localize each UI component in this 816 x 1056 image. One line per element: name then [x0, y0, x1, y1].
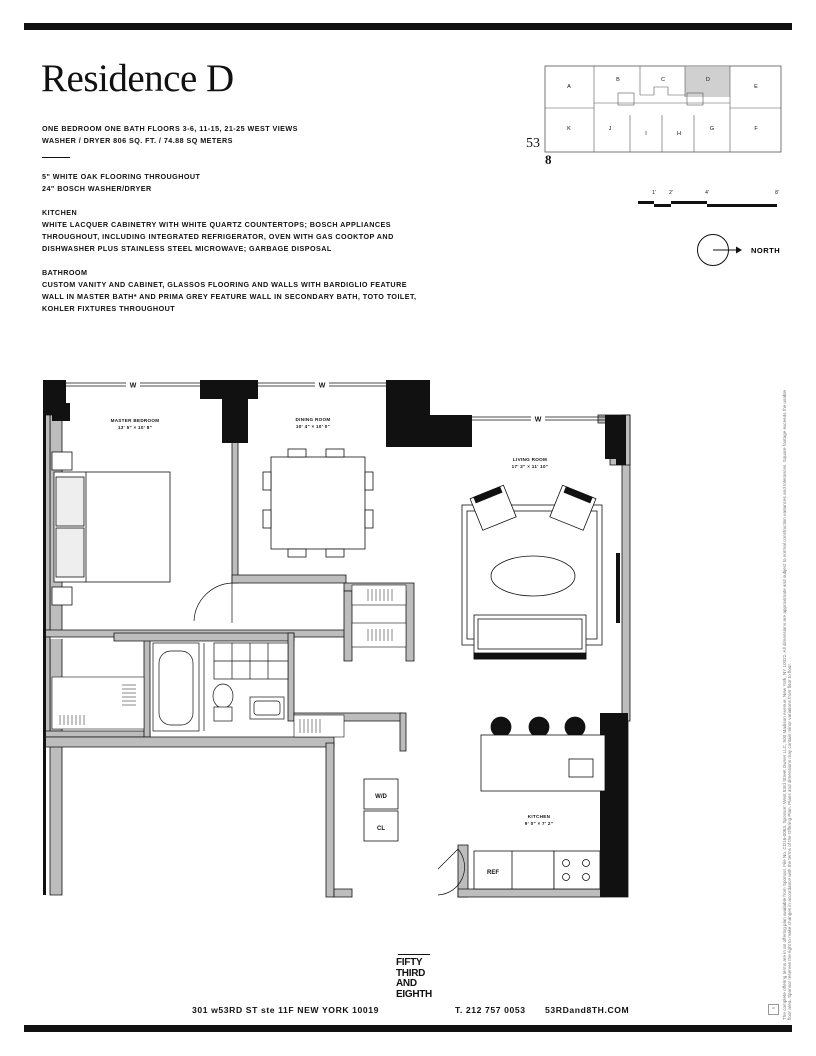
floor-top-number: 53 — [526, 136, 540, 151]
keyplan-label: E — [754, 84, 758, 90]
north-arrow — [696, 233, 786, 269]
keyplan-label: I — [645, 131, 647, 137]
living-room-dimensions: 17' 2" × 11' 10" — [511, 464, 549, 469]
dining-table — [263, 449, 373, 557]
brand-line: FIFTY — [396, 957, 423, 968]
keyplan-label: K — [567, 126, 571, 132]
washer-dryer-label: W/D — [375, 794, 387, 800]
bathroom-line-3: KOHLER FIXTURES THROUGHOUT — [42, 304, 176, 313]
bathroom-line-2: WALL IN MASTER BATH* AND PRIMA GREY FEATURE WALL IN SECONDARY BATH, TOTO TOILET, — [42, 292, 417, 301]
bathroom — [153, 643, 288, 731]
scale-tick: 4' — [705, 190, 709, 196]
window-label: W — [129, 382, 137, 390]
keyplan-label: C — [661, 77, 665, 83]
footer-address: 301 w53RD ST ste 11F NEW YORK 10019 — [192, 1005, 380, 1015]
keyplan-label: J — [608, 126, 612, 132]
spec-washer: 24" BOSCH WASHER/DRYER — [42, 184, 152, 193]
bottom-rule — [24, 1025, 792, 1032]
floor-plan — [38, 375, 638, 905]
scale-tick: 2' — [669, 190, 673, 196]
kitchen-line-3: DISHWASHER PLUS STAINLESS STEEL MICROWAVE; GARBAGE DISPOSAL — [42, 244, 332, 253]
key-plan — [544, 65, 784, 155]
keyplan-label: H — [677, 131, 681, 137]
brand-logo — [396, 958, 432, 1000]
living-room-label: LIVING ROOM — [512, 457, 548, 462]
keyplan-label: B — [616, 77, 620, 83]
legal-disclaimer-text: The complete offering terms are in an offering plan available from Sponsor. File No. CD16-0063. Sponsor: West 53rd Street Owner LLC, 500 Madison Avenue, New York, NY 10022. All dimensions are approximate and subject to normal construction variances and tolerances. Square footage exceeds the usable floor area. Sponsor reserves the right to make changes in accordance with the terms of the Offering Plan. Plans and dimensions may contain minor variations from floor to floor. — [782, 389, 793, 1020]
closet-label: CL — [377, 826, 385, 832]
legal-disclaimer — [780, 380, 793, 1020]
keyplan-label: D — [706, 77, 710, 83]
window-label: W — [534, 416, 542, 424]
floor-bottom-number: 8 — [545, 152, 552, 167]
kitchen-label: KITCHEN — [527, 814, 551, 819]
dining-room-dimensions: 10' 4" × 10' 0" — [295, 424, 331, 429]
master-bedroom-dimensions: 13' 5" × 10' 8" — [117, 425, 153, 430]
master-bedroom-label: MASTER BEDROOM — [110, 418, 160, 423]
spec-line-2: WASHER / DRYER 806 SQ. FT. / 74.88 SQ METERS — [42, 136, 233, 145]
bathroom-line-1: CUSTOM VANITY AND CABINET, GLASSOS FLOORING AND WALLS WITH BARDIGLIO FEATURE — [42, 280, 407, 289]
bed — [52, 452, 170, 605]
bathroom-heading: BATHROOM — [42, 268, 88, 277]
spec-flooring: 5" WHITE OAK FLOORING THROUGHOUT — [42, 172, 201, 181]
kitchen-line-1: WHITE LACQUER CABINETRY WITH WHITE QUARTZ COUNTERTOPS; BOSCH APPLIANCES — [42, 220, 391, 229]
equal-housing-icon: = — [768, 1004, 779, 1015]
keyplan-label: A — [567, 84, 571, 90]
kitchen-heading: KITCHEN — [42, 208, 78, 217]
keyplan-label: G — [709, 126, 715, 132]
scale-tick: 1' — [652, 190, 656, 196]
spec-divider — [42, 157, 70, 158]
brand-line: THIRD — [396, 967, 426, 979]
scale-tick: 8' — [775, 190, 779, 196]
window-label: W — [318, 382, 326, 390]
dining-room-label: DINING ROOM — [295, 417, 331, 422]
brand-line: AND — [396, 978, 417, 989]
keyplan-label: F — [754, 126, 758, 132]
footer-website[interactable]: 53RDand8TH.COM — [545, 1005, 630, 1015]
brand-rule — [398, 954, 430, 955]
spec-line-1: ONE BEDROOM ONE BATH FLOORS 3-6, 11-15, 21-25 WEST VIEWS — [42, 124, 298, 133]
residence-title: Residence D — [41, 57, 234, 100]
north-label: NORTH — [751, 246, 781, 255]
top-rule — [24, 23, 792, 30]
living-room-furniture — [462, 485, 602, 659]
brand-line: EIGHTH — [396, 988, 432, 1000]
refrigerator-label: REF — [487, 870, 499, 876]
kitchen-dimensions: 9' 0" × 7' 2" — [524, 821, 554, 826]
scale-bar — [636, 188, 784, 210]
kitchen-line-2: THROUGHOUT, INCLUDING INTEGRATED REFRIGERATOR, OVEN WITH GAS COOKTOP AND — [42, 232, 394, 241]
footer-phone[interactable]: T. 212 757 0053 — [455, 1005, 526, 1015]
